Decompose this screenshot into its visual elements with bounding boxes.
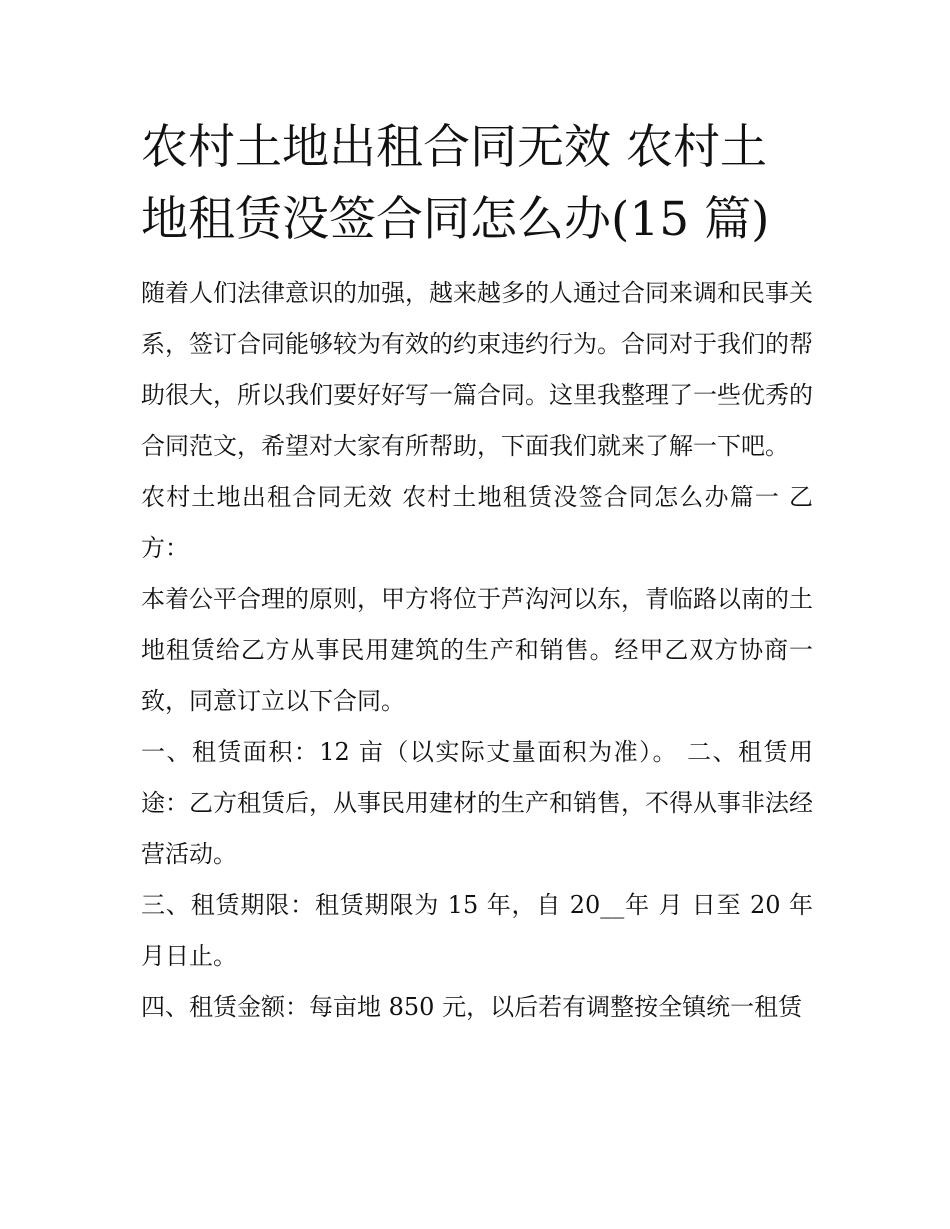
principle-paragraph: 本着公平合理的原则，甲方将位于芦沟河以东，青临路以南的土地租赁给乙方从事民用建筑的生产和销售。经甲乙双方协商一致，同意订立以下合同。 [141, 585, 813, 715]
section-heading-paragraph: 农村土地出租合同无效 农村土地租赁没签合同怎么办篇一 乙方： [141, 483, 813, 562]
clause-area-usage: 一、租赁面积：12 亩（以实际丈量面积为准）。 二、租赁用途：乙方租赁后，从事民用建材的生产和销售，不得从事非法经营活动。 [141, 738, 813, 868]
clause-amount: 四、租赁金额：每亩地 850 元，以后若有调整按全镇统一租赁 [141, 993, 803, 1021]
document-page [141, 112, 813, 1033]
document-title: 农村土地出租合同无效 农村土地租赁没签合同怎么办(15 篇) [141, 120, 770, 247]
intro-paragraph: 随着人们法律意识的加强，越来越多的人通过合同来调和民事关系，签订合同能够较为有效的约束违约行为。合同对于我们的帮助很大，所以我们要好好写一篇合同。这里我整理了一些优秀的合同范文，希望对大家有所帮助，下面我们就来了解一下吧。 [141, 279, 813, 460]
clause-term: 三、租赁期限：租赁期限为 15 年，自 20__年 月 日至 20 年 月日止。 [141, 891, 813, 970]
title-spacer [141, 256, 813, 268]
